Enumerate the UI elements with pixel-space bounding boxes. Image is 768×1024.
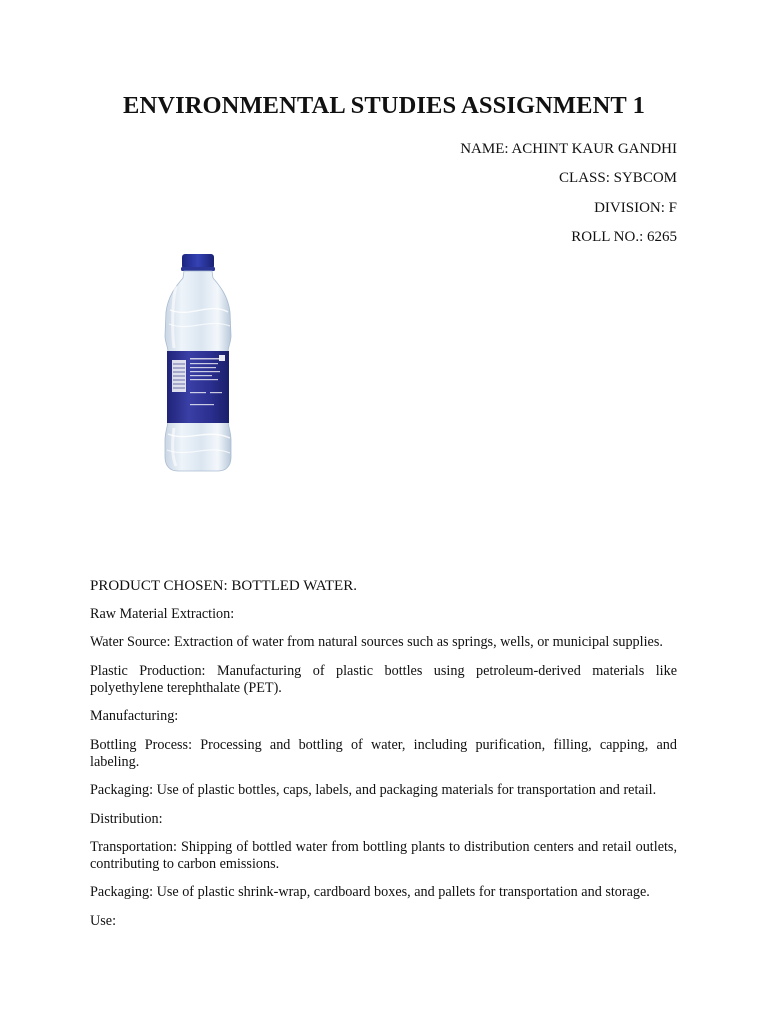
paragraph-water-source: Water Source: Extraction of water from natural sources such as springs, wells, or municipal supplies. [90, 634, 663, 651]
student-division: DIVISION: F [594, 199, 677, 216]
page-title: ENVIRONMENTAL STUDIES ASSIGNMENT 1 [123, 92, 645, 119]
student-class: CLASS: SYBCOM [559, 170, 677, 187]
product-chosen: PRODUCT CHOSEN: BOTTLED WATER. [90, 578, 357, 594]
student-details [460, 135, 677, 252]
section-heading-distribution: Distribution: [90, 810, 163, 827]
water-bottle-image [160, 252, 236, 474]
water-bottle-photo-icon [160, 252, 236, 474]
paragraph-bottling-process: Bottling Process: Processing and bottling of water, including purification, filling, capping, and labeling. [90, 736, 677, 771]
section-heading-use: Use: [90, 912, 117, 929]
paragraph-packaging-retail: Packaging: Use of plastic bottles, caps, labels, and packaging materials for transportation and retail. [90, 782, 657, 799]
paragraph-plastic-production: Plastic Production: Manufacturing of plastic bottles using petroleum-derived materials like polyethylene terephthalate (PET). [90, 662, 677, 697]
assignment-body [90, 578, 677, 941]
paragraph-transportation: Transportation: Shipping of bottled water from bottling plants to distribution centers and retail outlets, contributing to carbon emissions. [90, 838, 677, 873]
student-roll-no: ROLL NO.: 6265 [571, 228, 677, 245]
section-heading-raw-material: Raw Material Extraction: [90, 606, 235, 623]
section-heading-manufacturing: Manufacturing: [90, 708, 179, 725]
paragraph-packaging-storage: Packaging: Use of plastic shrink-wrap, cardboard boxes, and pallets for transportation and storage. [90, 884, 650, 901]
student-name: NAME: ACHINT KAUR GANDHI [460, 141, 677, 157]
